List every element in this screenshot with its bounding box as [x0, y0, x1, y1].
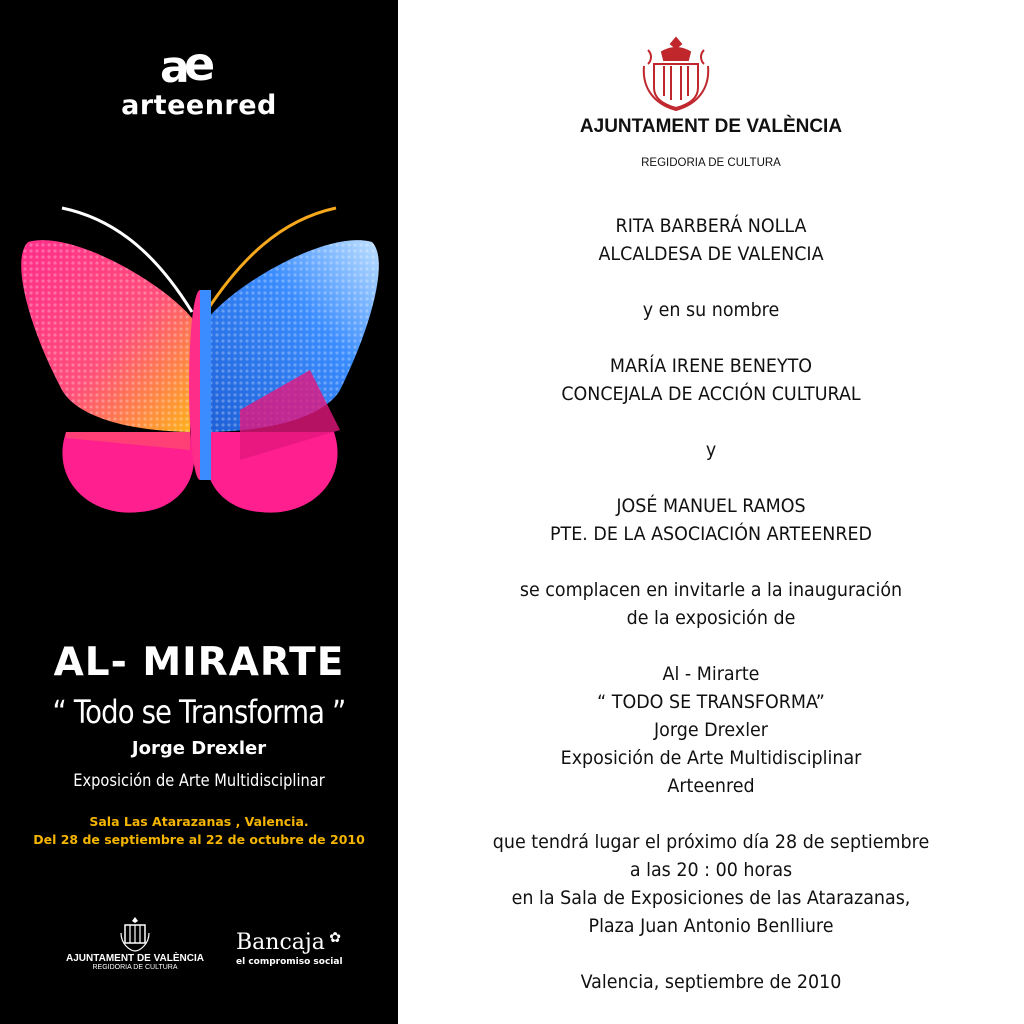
invitation-line: Valencia, septiembre de 2010 — [580, 971, 842, 993]
bank-logo-icon: ✿ — [324, 930, 342, 946]
council-name-small: AJUNTAMENT DE VALÈNCIA — [66, 953, 204, 964]
council-crest-icon — [640, 36, 712, 116]
invitation-line: Arteenred — [667, 775, 755, 797]
artist-name: Jorge Drexler — [131, 738, 267, 759]
svg-text:a: a — [160, 42, 190, 90]
bank-tagline: el compromiso social — [236, 957, 343, 967]
invitation-line: MARÍA IRENE BENEYTO — [609, 355, 813, 377]
arteenred-logo-icon — [150, 40, 230, 90]
line-spacer — [454, 464, 967, 492]
poster-panel — [0, 0, 398, 1024]
council-crest-icon — [117, 915, 153, 953]
butterfly-icon — [10, 200, 390, 520]
invitation-line: Jorge Drexler — [654, 719, 768, 741]
logo-wordmark: arteenred — [121, 90, 277, 121]
line-spacer — [454, 408, 967, 436]
invitation-line: y — [705, 439, 717, 461]
exhibition-subtitle: “ Todo se Transforma ” — [52, 693, 346, 731]
line-spacer — [454, 800, 967, 828]
invitation-line: ALCALDESA DE VALENCIA — [598, 243, 824, 265]
line-spacer — [454, 268, 967, 296]
invitation-line: a las 20 : 00 horas — [629, 859, 793, 881]
exhibition-title: AL- MIRARTE — [53, 640, 345, 685]
invitation-line: Plaza Juan Antonio Benlliure — [588, 915, 834, 937]
invitation-line: que tendrá lugar el próximo día 28 de septiembre — [492, 831, 930, 853]
line-spacer — [454, 324, 967, 352]
invitation-line: y en su nombre — [642, 299, 780, 321]
venue-line: Sala Las Atarazanas , Valencia. — [89, 814, 309, 829]
invitation-line: JOSÉ MANUEL RAMOS — [616, 495, 806, 517]
invitation-text — [454, 212, 967, 996]
invitation-panel — [398, 0, 1024, 1024]
invitation-line: PTE. DE LA ASOCIACIÓN ARTEENRED — [550, 523, 872, 545]
line-spacer — [454, 548, 967, 576]
invitation-line: en la Sala de Exposiciones de las Atarazanas, — [511, 887, 911, 909]
dates-line: Del 28 de septiembre al 22 de octubre de 2010 — [33, 832, 365, 847]
line-spacer — [454, 940, 967, 968]
sponsor-council — [50, 915, 220, 971]
exhibition-type: Exposición de Arte Multidisciplinar — [73, 771, 325, 791]
bank-name: Bancaja ✿ — [236, 930, 342, 955]
invitation-line: RITA BARBERÁ NOLLA — [615, 215, 807, 237]
invitation-line: de la exposición de — [626, 607, 796, 629]
council-sub-small: REGIDORIA DE CULTURA — [92, 964, 178, 971]
invitation-line: “ TODO SE TRANSFORMA” — [597, 691, 825, 713]
council-subtitle: REGIDORIA DE CULTURA — [641, 157, 781, 169]
sponsor-bank — [236, 930, 343, 967]
svg-text:e: e — [184, 40, 216, 90]
line-spacer — [454, 632, 967, 660]
council-name: AJUNTAMENT DE VALÈNCIA — [579, 116, 843, 137]
venue-info — [0, 813, 398, 849]
invitation-line: Exposición de Arte Multidisciplinar — [560, 747, 862, 769]
invitation-line: se complacen en invitarle a la inauguración — [519, 579, 903, 601]
invitation-line: Al - Mirarte — [662, 663, 760, 685]
invitation-line: CONCEJALA DE ACCIÓN CULTURAL — [561, 383, 861, 405]
